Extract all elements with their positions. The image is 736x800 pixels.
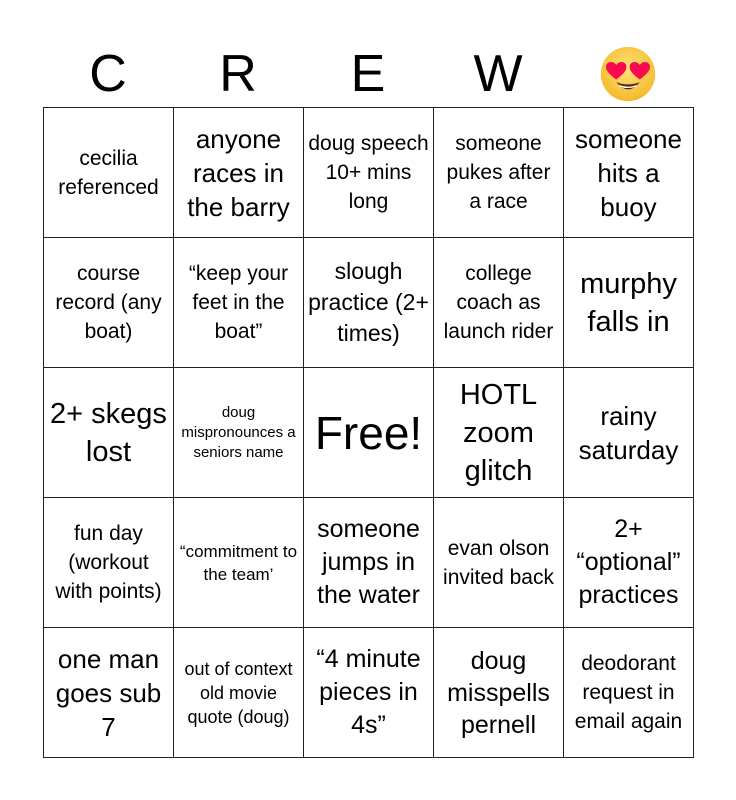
bingo-cell[interactable] [564, 628, 694, 758]
bingo-cell[interactable] [564, 368, 694, 498]
cell-label: course record (any boat) [55, 262, 162, 343]
bingo-cell[interactable] [174, 368, 304, 498]
board-row [44, 628, 694, 758]
bingo-header [43, 40, 693, 108]
cell-label: evan olson invited back [443, 536, 554, 589]
bingo-cell[interactable] [564, 108, 694, 238]
bingo-board [43, 107, 694, 758]
header-letter-w: W [473, 45, 523, 103]
bingo-cell[interactable] [304, 108, 434, 238]
bingo-cell[interactable] [434, 368, 564, 498]
free-space-label: Free! [314, 406, 423, 459]
free-space-cell[interactable] [304, 368, 434, 498]
cell-label: out of context old movie quote (doug) [184, 658, 293, 727]
bingo-cell[interactable] [174, 238, 304, 368]
bingo-cell[interactable] [434, 108, 564, 238]
cell-label: murphy falls in [580, 267, 677, 338]
bingo-cell[interactable] [44, 238, 174, 368]
cell-label: “4 minute pieces in 4s” [316, 645, 421, 739]
cell-label: slough practice (2+ times) [308, 258, 429, 346]
cell-label: doug speech 10+ mins long [308, 132, 429, 213]
bingo-cell[interactable] [304, 498, 434, 628]
bingo-cell[interactable] [174, 628, 304, 758]
cell-label: one man goes sub 7 [55, 643, 162, 742]
bingo-cell[interactable] [304, 238, 434, 368]
board-row [44, 108, 694, 238]
bingo-cell[interactable] [434, 238, 564, 368]
cell-label: fun day (workout with points) [55, 522, 162, 603]
bingo-cell[interactable] [174, 108, 304, 238]
header-letter-e: E [350, 45, 386, 103]
bingo-cell[interactable] [434, 628, 564, 758]
cell-label: 2+ “optional” practices [576, 515, 681, 609]
bingo-cell[interactable] [564, 498, 694, 628]
cell-label: “keep your feet in the boat” [188, 262, 289, 343]
bingo-cell[interactable] [44, 108, 174, 238]
cell-label: 2+ skegs lost [50, 397, 167, 468]
header-emoji-cell [563, 40, 693, 108]
bingo-cell[interactable] [44, 368, 174, 498]
cell-label: college coach as launch rider [443, 262, 554, 343]
board-row [44, 368, 694, 498]
bingo-cell[interactable] [174, 498, 304, 628]
cell-label: “commitment to the team’ [179, 541, 298, 584]
cell-label: doug misspells pernell [447, 646, 550, 739]
header-letter-c: C [89, 45, 127, 103]
heart-eyes-emoji-icon [599, 45, 657, 103]
header-letter-r: R [219, 45, 257, 103]
cell-label: someone hits a buoy [575, 123, 682, 222]
board-row [44, 498, 694, 628]
cell-label: anyone races in the barry [187, 123, 290, 222]
board-row [44, 238, 694, 368]
bingo-cell[interactable] [564, 238, 694, 368]
bingo-cell[interactable] [304, 628, 434, 758]
cell-label: cecilia referenced [58, 146, 159, 199]
bingo-cell[interactable] [44, 628, 174, 758]
cell-label: doug mispronounces a seniors name [181, 403, 296, 461]
cell-label: deodorant request in email again [574, 652, 683, 733]
bingo-cell[interactable] [434, 498, 564, 628]
cell-label: someone jumps in the water [317, 515, 420, 609]
cell-label: someone pukes after a race [446, 132, 551, 213]
cell-label: HOTL zoom glitch [459, 378, 538, 487]
cell-label: rainy saturday [578, 400, 679, 465]
bingo-cell[interactable] [44, 498, 174, 628]
